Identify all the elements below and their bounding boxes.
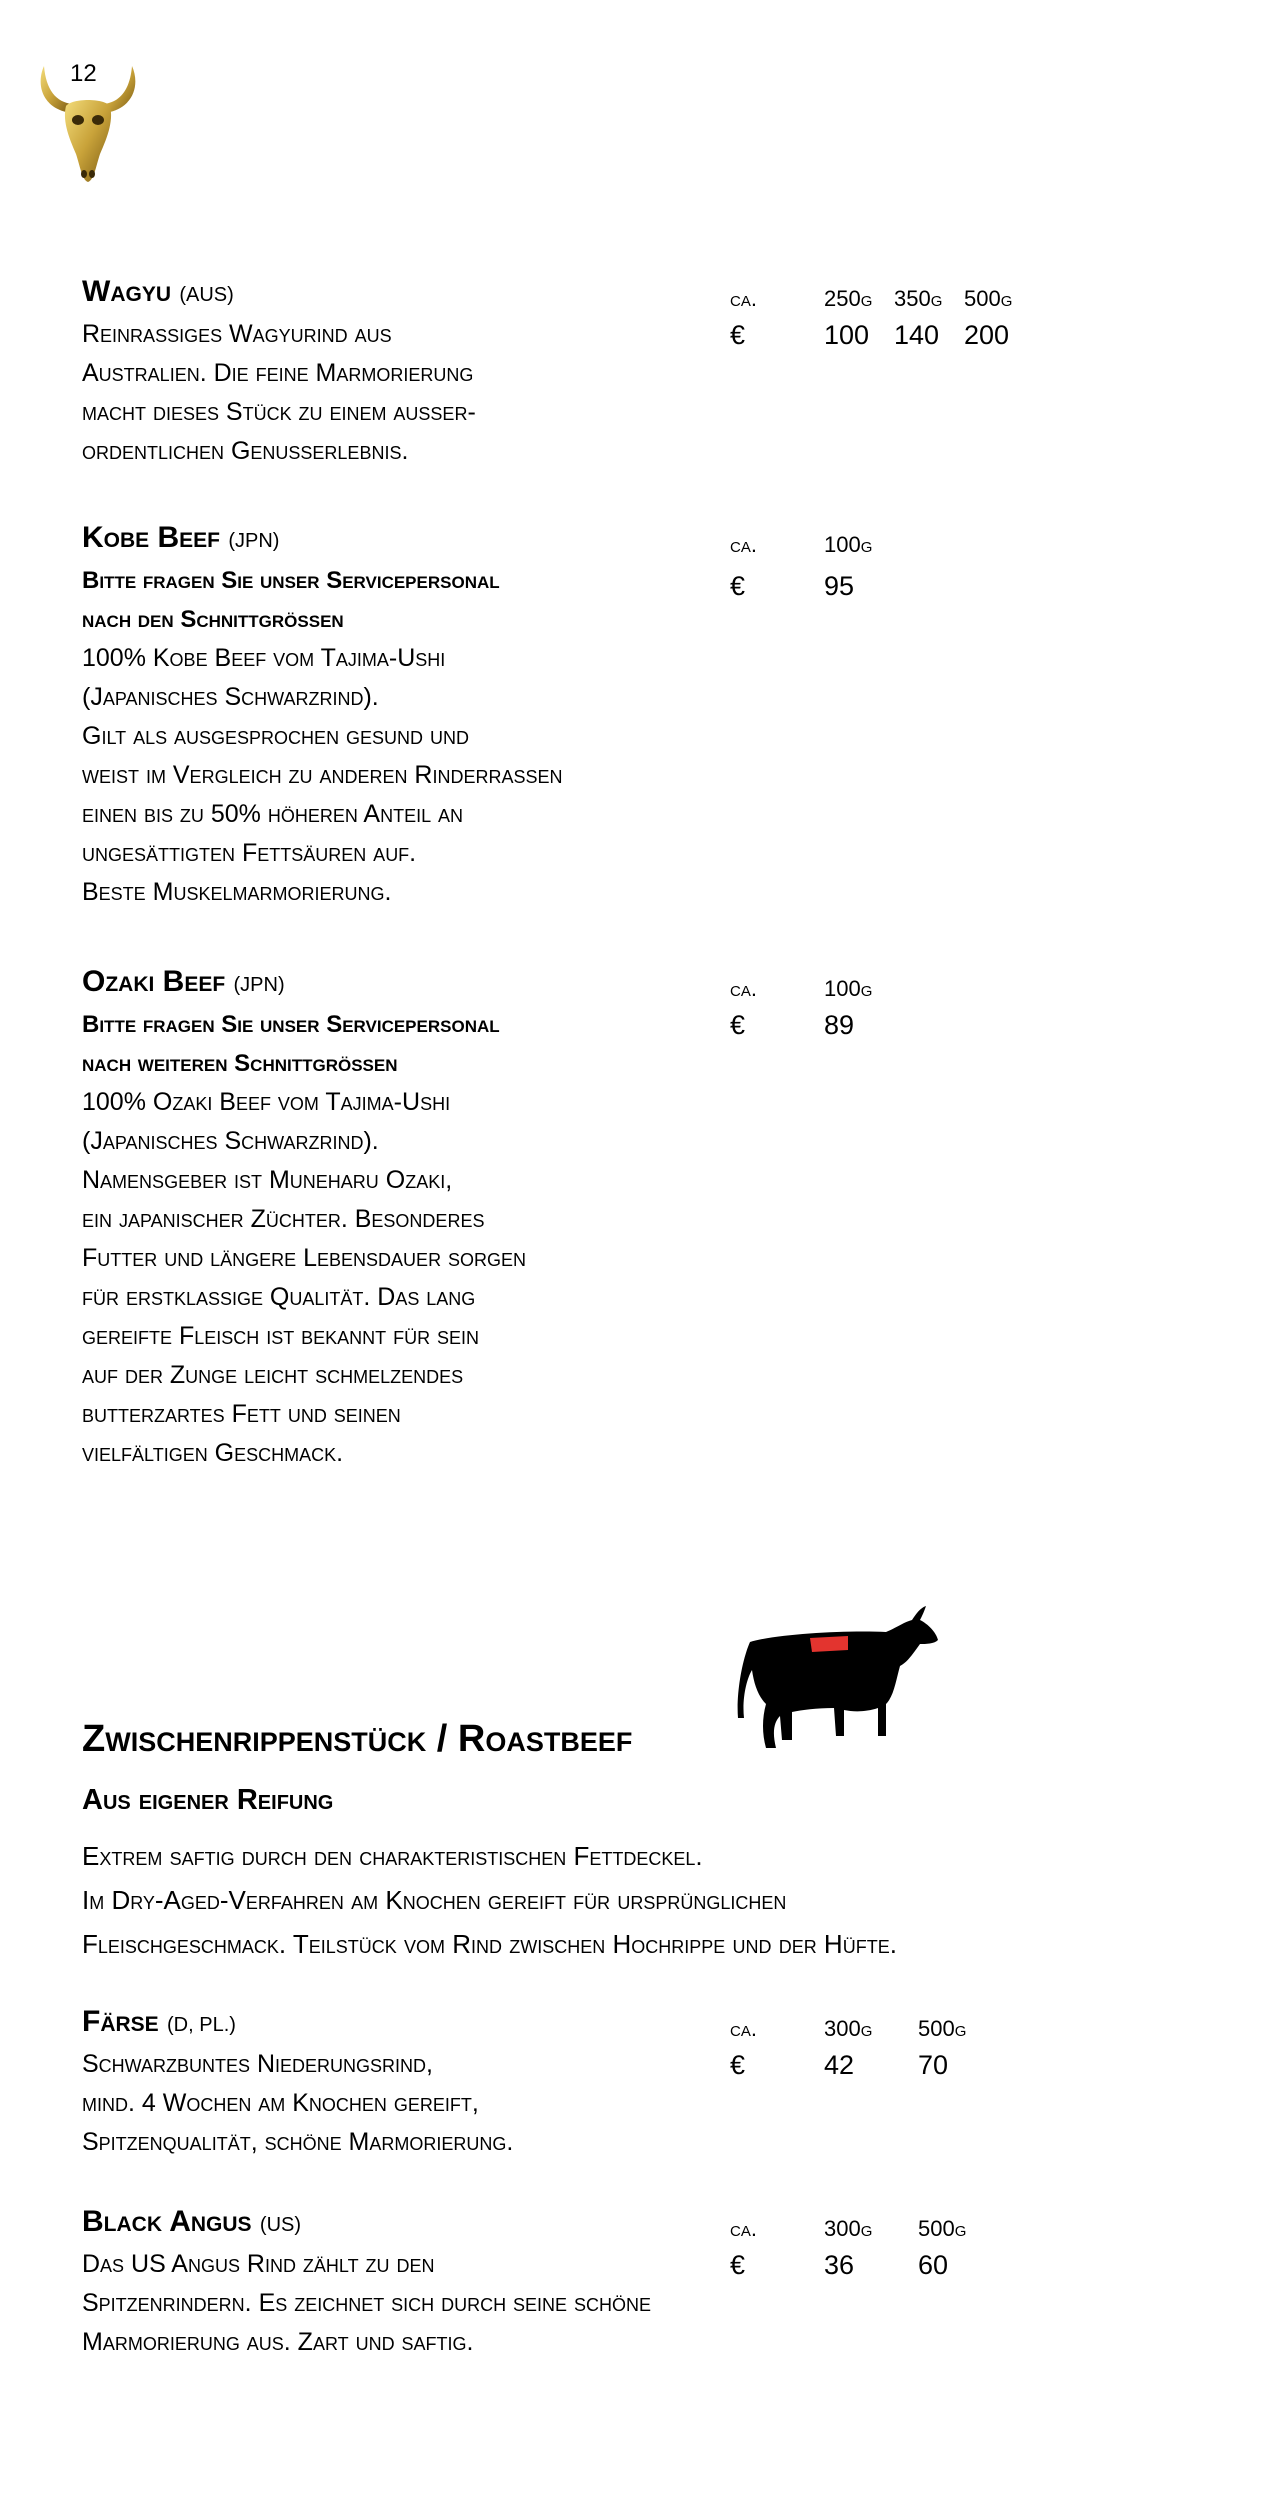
price-table <box>730 962 1272 1041</box>
approx-label: ca. <box>730 2216 757 2241</box>
size-label: 300g <box>824 2016 873 2041</box>
cut-highlight <box>810 1636 848 1652</box>
size-label: 250g <box>824 286 873 311</box>
size-label: 500g <box>918 2216 967 2241</box>
price-value: 200 <box>964 320 1010 350</box>
currency-label: € <box>730 571 746 601</box>
item-description: 100% Ozaki Beef vom Tajima-Ushi (Japanisches Schwarzrind). Namensgeber ist Muneharu Ozaki, ein japanischer Züchter. Besonderes Futter und längere Lebensdauer sorgen für erstklassige Qualität. Das lang gereifte Fleisch ist bekannt für sein auf der Zunge leicht schmelzendes butterzartes Fett und seinen vielfältigen Geschmack. <box>82 1088 527 1467</box>
price-table <box>730 2202 1272 2281</box>
section-title: Zwischenrippenstück / Roastbeef <box>82 1718 633 1760</box>
item-description: Das US Angus Rind zählt zu den Spitzenrindern. Es zeichnet sich durch seine schöne Marmorierung aus. Zart und saftig. <box>82 2250 652 2356</box>
item-description: 100% Kobe Beef vom Tajima-Ushi (Japanisches Schwarzrind). Gilt als ausgesprochen gesund und weist im Vergleich zu anderen Rinderrassen einen bis zu 50% höheren Anteil an ungesättigten Fettsäuren auf. Beste Muskelmarmorierung. <box>82 644 563 906</box>
price-value: 70 <box>918 2050 949 2080</box>
menu-item-ozaki-beef <box>82 962 1182 1473</box>
item-title: Ozaki Beef (JPN) <box>82 965 285 998</box>
size-label: 350g <box>894 286 943 311</box>
price-value: 60 <box>918 2250 949 2280</box>
size-label: 300g <box>824 2216 873 2241</box>
section-description: Extrem saftig durch den charakteristischen Fettdeckel. Im Dry-Aged-Verfahren am Knochen gereift für ursprünglichen Fleischgeschmack. Teilstück vom Rind zwischen Hochrippe und der Hüfte. <box>82 1841 897 1959</box>
menu-item-wagyu <box>82 272 1182 471</box>
currency-label: € <box>730 320 746 350</box>
item-title: Färse (D, PL.) <box>82 2005 236 2038</box>
price-value: 36 <box>824 2250 855 2280</box>
size-label: 500g <box>964 286 1013 311</box>
item-title: Black Angus (US) <box>82 2205 302 2238</box>
item-note: Bitte fragen Sie unser Servicepersonal nach den Schnittgrößen <box>82 567 500 633</box>
menu-item-black-angus <box>82 2202 1182 2362</box>
currency-label: € <box>730 2050 746 2080</box>
size-label: 500g <box>918 2016 967 2041</box>
approx-label: ca. <box>730 532 757 557</box>
price-table <box>730 272 1272 351</box>
price-table <box>730 518 1272 602</box>
size-label: 100g <box>824 976 873 1001</box>
price-value: 42 <box>824 2050 855 2080</box>
menu-item-faerse <box>82 2002 1182 2162</box>
price-value: 89 <box>824 1010 855 1040</box>
size-label: 100g <box>824 532 873 557</box>
bull-skull-icon <box>36 62 140 186</box>
page-number: 12 <box>70 60 97 87</box>
price-table <box>730 2002 1272 2081</box>
item-title: Kobe Beef (JPN) <box>82 521 280 554</box>
price-value: 95 <box>824 571 855 601</box>
price-value: 100 <box>824 320 870 350</box>
approx-label: ca. <box>730 2016 757 2041</box>
approx-label: ca. <box>730 976 757 1001</box>
currency-label: € <box>730 1010 746 1040</box>
menu-item-kobe-beef <box>82 518 1182 912</box>
cow-silhouette-icon <box>736 1600 940 1762</box>
item-note: Bitte fragen Sie unser Servicepersonal nach weiteren Schnittgrößen <box>82 1011 500 1077</box>
price-value: 140 <box>894 320 940 350</box>
currency-label: € <box>730 2250 746 2280</box>
approx-label: ca. <box>730 286 757 311</box>
item-title: Wagyu (AUS) <box>82 275 234 308</box>
item-description: Reinrassiges Wagyurind aus Australien. Die feine Marmorierung macht dieses Stück zu einem außer- ordentlichen Genusserlebnis. <box>82 320 476 465</box>
item-description: Schwarzbuntes Niederungsrind, mind. 4 Wochen am Knochen gereift, Spitzenqualität, schöne Marmorierung. <box>82 2050 514 2156</box>
section-subtitle: Aus eigener Reifung <box>82 1784 334 1816</box>
